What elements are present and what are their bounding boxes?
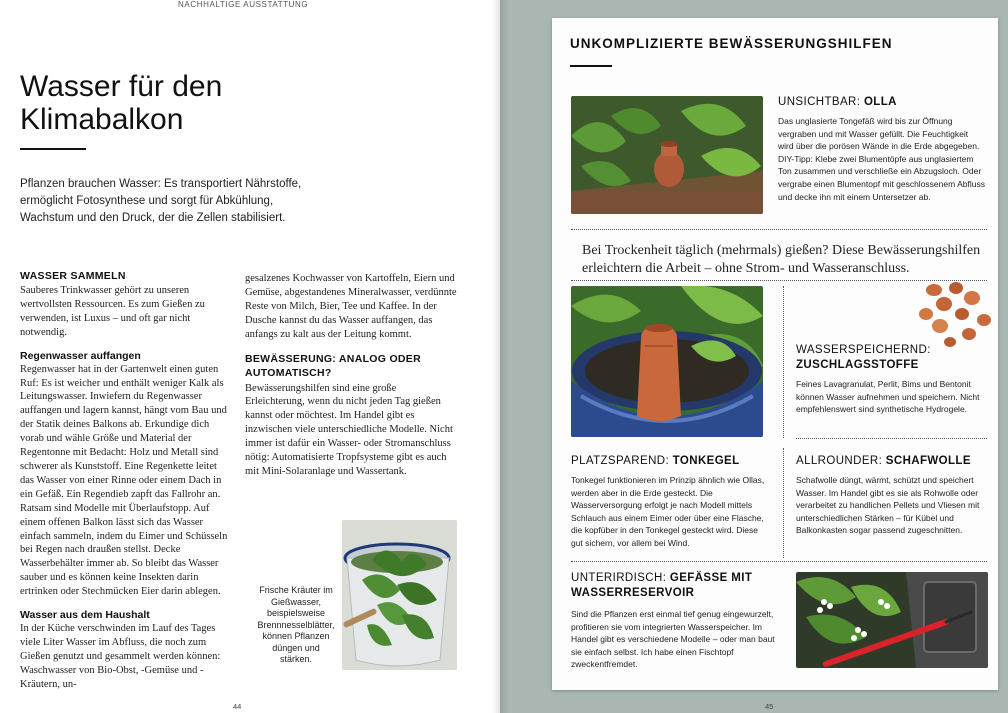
- pull-quote: Bei Trockenheit täglich (mehrmals) gießen? Diese Bewässerungshilfen erleichtern die Arbeit – ohne Strom- und Wasseranschluss.: [582, 243, 981, 276]
- card-title: UNKOMPLIZIERTE BEWÄSSERUNGSHILFEN: [570, 36, 893, 51]
- paragraph-haushalt: In der Küche verschwinden im Lauf des Tages viele Liter Wasser im Abfluss, die noch zum Gießen genutzt und gesammelt werden können: Waschwasser von Bio-Obst, -Gemüse und -Kräutern, un-: [20, 623, 221, 690]
- divider-top: [571, 229, 987, 230]
- intro-text: Pflanzen brauchen Wasser: Es transportiert Nährstoffe, ermöglicht Fotosynthese und sorgt für Abkühlung, Wachstum und den Druck, der die Zellen stabilisiert.: [20, 178, 302, 224]
- text-tonkegel: Tonkegel funktionieren im Prinzip ähnlich wie Ollas, werden aber in die Erde gesteckt. Die Wasserversorgung erfolgt je nach Modell mittels Schlauch aus einem Eimer oder über eine Flasche, die kopfüber in den Tonkegel gesteckt wird. Diese gut sichern, vor allem bei Wind.: [571, 475, 765, 548]
- page-number-left: 44: [233, 702, 242, 711]
- divider-vertical-2: [783, 448, 784, 558]
- paragraph-kochwasser: gesalzenes Kochwasser von Kartoffeln, Eiern und Gemüse, abgestandenes Mineralwasser, verdünnte Reste von Milch, Bier, Tee und Kaffee. In der Dusche kannst du das Wasser auffangen, das anfangs zu kalt aus der Leitung kommt.: [245, 273, 457, 340]
- info-card: [552, 18, 998, 711]
- page-title: [20, 70, 340, 136]
- text-zuschlag: Feines Lavagranulat, Perlit, Bims und Bentonit können Wasser aufnehmen und speichern. Nicht empfehlenswert sind synthetische Hydrogele.: [796, 379, 980, 415]
- heading-zuschlag: [796, 343, 931, 373]
- heading-tonkegel: [571, 454, 740, 469]
- heading-olla: [778, 95, 897, 110]
- heading-tonkegel-bold: TONKEGEL: [672, 455, 740, 467]
- heading-regenwasser: Regenwasser auffangen: [20, 349, 141, 362]
- left-page: [0, 0, 500, 713]
- heading-schafwolle: [796, 454, 971, 469]
- divider-bottom: [571, 561, 987, 562]
- photo-reservoir-pot: [796, 572, 988, 668]
- book-gutter: [492, 0, 508, 713]
- heading-bewaesserung: BEWÄSSERUNG: ANALOG ODER AUTOMATISCH?: [245, 352, 421, 379]
- text-olla: Das unglasierte Tongefäß wird bis zur Öffnung vergraben und mit Wasser gefüllt. Die Feuchtigkeit wird über die porösen Wände in die Erde abgegeben. DIY-Tipp: Klebe zwei Blumentöpfe aus unglasiertem Ton zusammen und verschließe ein Abzugsloch. Oder vergrabe einen Blumentopf mit geschlossenem Abfluss und decke ihn mit einem Untersetzer ab.: [778, 116, 985, 202]
- paragraph-regenwasser: Regenwasser hat in der Gartenwelt einen guten Ruf: Es ist weicher und enthält weniger Kalk als Leitungswasser. Inwiefern du Regenwasser auffangen und lagern kannst, hängt vom Bau und der Statik deines Balkons ab. Erkundige dich vorab und wähle Größe und Material der Regentonne mit Bedacht: Holz und Metall sind schwerer als Kunststoff. Eine Regenkette leitet das Wasser von einer Rinne oder einem Dach in ein Gefäß. Ein Regendieb zapft das Fallrohr an. Ratsam sind Modelle mit Überlaufstopp. Auf einem offenen Balkon lässt sich das Wasser einfach sammeln, indem du Eimer und Schüsseln bei Regen nach draußen stellst. Decke Wasserbehälter immer ab. So bleibt das Wasser sauber und es können keine Insekten darin ertrinken oder Stechmücken Eier darin ablegen.: [20, 363, 228, 598]
- title-line-2: Klimabalkon: [20, 103, 184, 136]
- heading-gefaesse: [571, 571, 752, 601]
- heading-olla-prefix: UNSICHTBAR:: [778, 96, 864, 108]
- heading-gefaesse-bold-1: GEFÄSSE MIT: [669, 572, 753, 584]
- heading-gefaesse-prefix: UNTERIRDISCH:: [571, 572, 670, 584]
- heading-schafwolle-prefix: ALLROUNDER:: [796, 455, 886, 467]
- right-column: [245, 272, 457, 479]
- heading-zuschlag-bold: ZUSCHLAGSSTOFFE: [796, 359, 919, 371]
- text-schafwolle: Schafwolle düngt, wärmt, schützt und speichert Wasser. Im Handel gibt es sie als Rohwolle oder verarbeitet zu handlichen Pellets und Vliesen mit unterschiedlichen Stärken – für Kübel und Balkonkasten sogar passend zugeschnitten.: [796, 475, 980, 536]
- photo-tonkegel: [571, 286, 763, 437]
- left-column: [20, 270, 233, 692]
- title-line-1: Wasser für den: [20, 70, 223, 103]
- heading-gefaesse-bold-2: WASSERRESERVOIR: [571, 587, 695, 599]
- photo-nettle-bucket: [342, 520, 457, 670]
- heading-schafwolle-bold: SCHAFWOLLE: [885, 455, 971, 467]
- page-number-right: 45: [765, 702, 774, 711]
- heading-haushalt: Wasser aus dem Haushalt: [20, 609, 150, 622]
- paragraph-bewaesserung: Bewässerungshilfen sind eine große Erleichterung, wenn du nicht jeden Tag gießen kannst oder möchtest. Im Handel gibt es inzwischen viele unterschiedliche Modelle. Nicht immer ist dafür ein Wasser- oder Stromanschluss nötig: Automatisierte Tropfsysteme gibt es auch mit Mini-Solaranlage und Wassertank.: [245, 382, 453, 477]
- lava-granulate-image: [914, 280, 994, 350]
- text-gefaesse: Sind die Pflanzen erst einmal tief genug eingewurzelt, profitieren sie vom integrierten Wasserspeicher. Im Handel gibt es verschiedene Modelle – oder man baut sie einfach selbst. Ich habe einen Fischtopf zweckentfremdet.: [571, 609, 775, 670]
- heading-tonkegel-prefix: PLATZSPAREND:: [571, 455, 673, 467]
- photo-caption: Frische Kräuter im Gießwasser, beispielsweise Brennnesselblätter, können Pflanzen düngen und stärken.: [257, 585, 335, 664]
- divider-vertical-1: [783, 286, 784, 438]
- heading-olla-bold: OLLA: [863, 96, 897, 108]
- photo-olla-raised-bed: [571, 96, 763, 214]
- heading-wasser-sammeln: WASSER SAMMELN: [20, 270, 126, 282]
- running-header: NACHHALTIGE AUSSTATTUNG: [178, 0, 309, 9]
- title-rule: [20, 148, 86, 150]
- divider-zuschlag: [796, 438, 987, 439]
- card-title-rule: [570, 65, 612, 67]
- heading-zuschlag-prefix: WASSERSPEICHERND:: [796, 344, 931, 356]
- paragraph-wasser-sammeln: Sauberes Trinkwasser gehört zu unseren wertvollsten Ressourcen. Es zum Gießen zu verwenden, ist Luxus – und oft gar nicht notwendig.: [20, 285, 205, 338]
